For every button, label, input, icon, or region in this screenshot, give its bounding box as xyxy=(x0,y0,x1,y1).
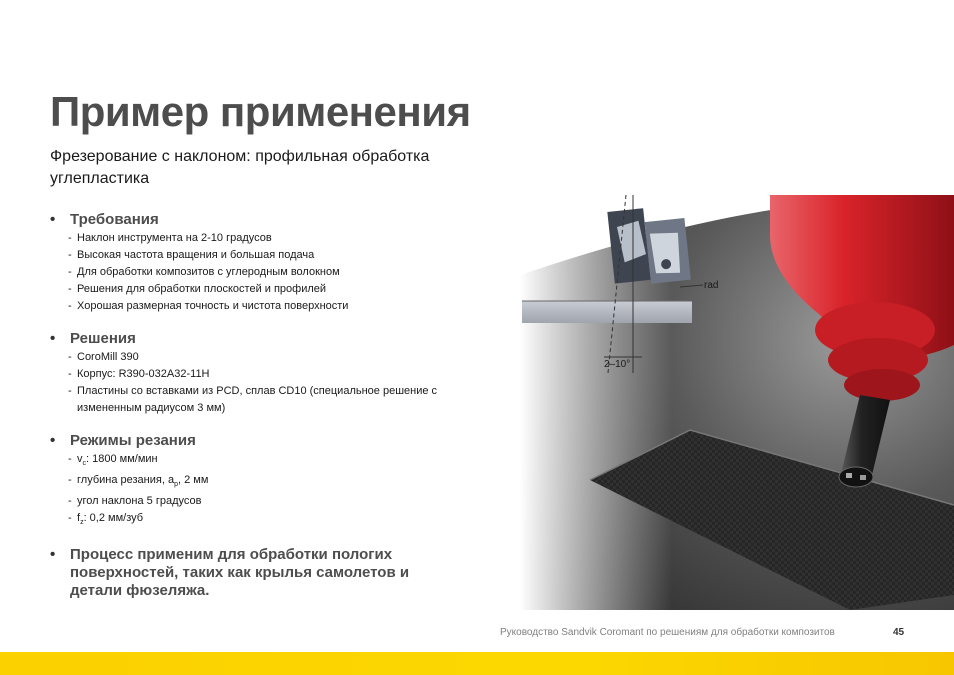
section-requirements xyxy=(50,210,470,315)
list-item: - Высокая частота вращения и большая подача xyxy=(68,249,315,261)
bullet-icon: • xyxy=(50,432,56,449)
spindle-ring xyxy=(844,369,920,401)
list-item: - Корпус: R390-032A32-11H xyxy=(68,368,210,380)
section-heading xyxy=(50,431,470,451)
milling-illustration xyxy=(520,195,954,610)
angle-label: 2–10° xyxy=(604,359,631,370)
conclusion-text: Процесс применим для обработки пологих поверхностей, таких как крылья самолетов и детали фюзеляжа. xyxy=(70,545,410,599)
section-solutions xyxy=(50,329,470,417)
rad-label: rad xyxy=(704,280,719,291)
list-item: - $f_z$: 0,2 мм/зуб xyxy=(68,512,144,527)
conclusion xyxy=(50,546,470,600)
section-heading xyxy=(50,210,470,230)
section-heading-text: Решения xyxy=(70,330,136,347)
content-sections xyxy=(50,210,470,600)
section-cutting-data xyxy=(50,431,470,532)
page-title: Пример применения xyxy=(50,88,471,135)
footer-text: Руководство Sandvik Coromant по решениям для обработки композитов xyxy=(500,627,835,638)
list-item: - $v_c$: 1800 мм/мин xyxy=(68,453,158,468)
page-number: 45 xyxy=(893,627,905,638)
requirements-list xyxy=(50,230,470,315)
list-item: - глубина резания, $a_p$, 2 мм xyxy=(68,474,209,489)
list-item: - Для обработки композитов с углеродным волокном xyxy=(68,266,340,278)
list-item: - CoroMill 390 xyxy=(68,351,139,363)
cutter-head xyxy=(839,467,873,487)
list-item: - угол наклона 5 градусов xyxy=(68,495,202,508)
bullet-icon: • xyxy=(50,211,56,228)
list-item: - Решения для обработки плоскостей и профилей xyxy=(68,283,327,295)
section-heading-text: Режимы резания xyxy=(70,432,196,449)
footer-band xyxy=(0,652,954,675)
workpiece-surface xyxy=(522,301,692,323)
section-heading-text: Требования xyxy=(70,211,159,228)
bullet-icon: • xyxy=(50,545,56,563)
section-heading xyxy=(50,329,470,349)
cutting-data-list xyxy=(50,451,470,532)
list-item: - Пластины со вставками из PCD, сплав CD10 (специальное решение с измененным радиусом 3 мм) xyxy=(68,385,438,414)
bullet-icon: • xyxy=(50,330,56,347)
list-item: - Наклон инструмента на 2-10 градусов xyxy=(68,232,272,244)
list-item: - Хорошая размерная точность и чистота поверхности xyxy=(68,300,349,312)
cutter-insert xyxy=(846,473,852,478)
cutter-insert xyxy=(860,475,866,480)
solutions-list xyxy=(50,349,470,417)
page-subtitle: Фрезерование с наклоном: профильная обработка углепластика xyxy=(50,148,430,187)
